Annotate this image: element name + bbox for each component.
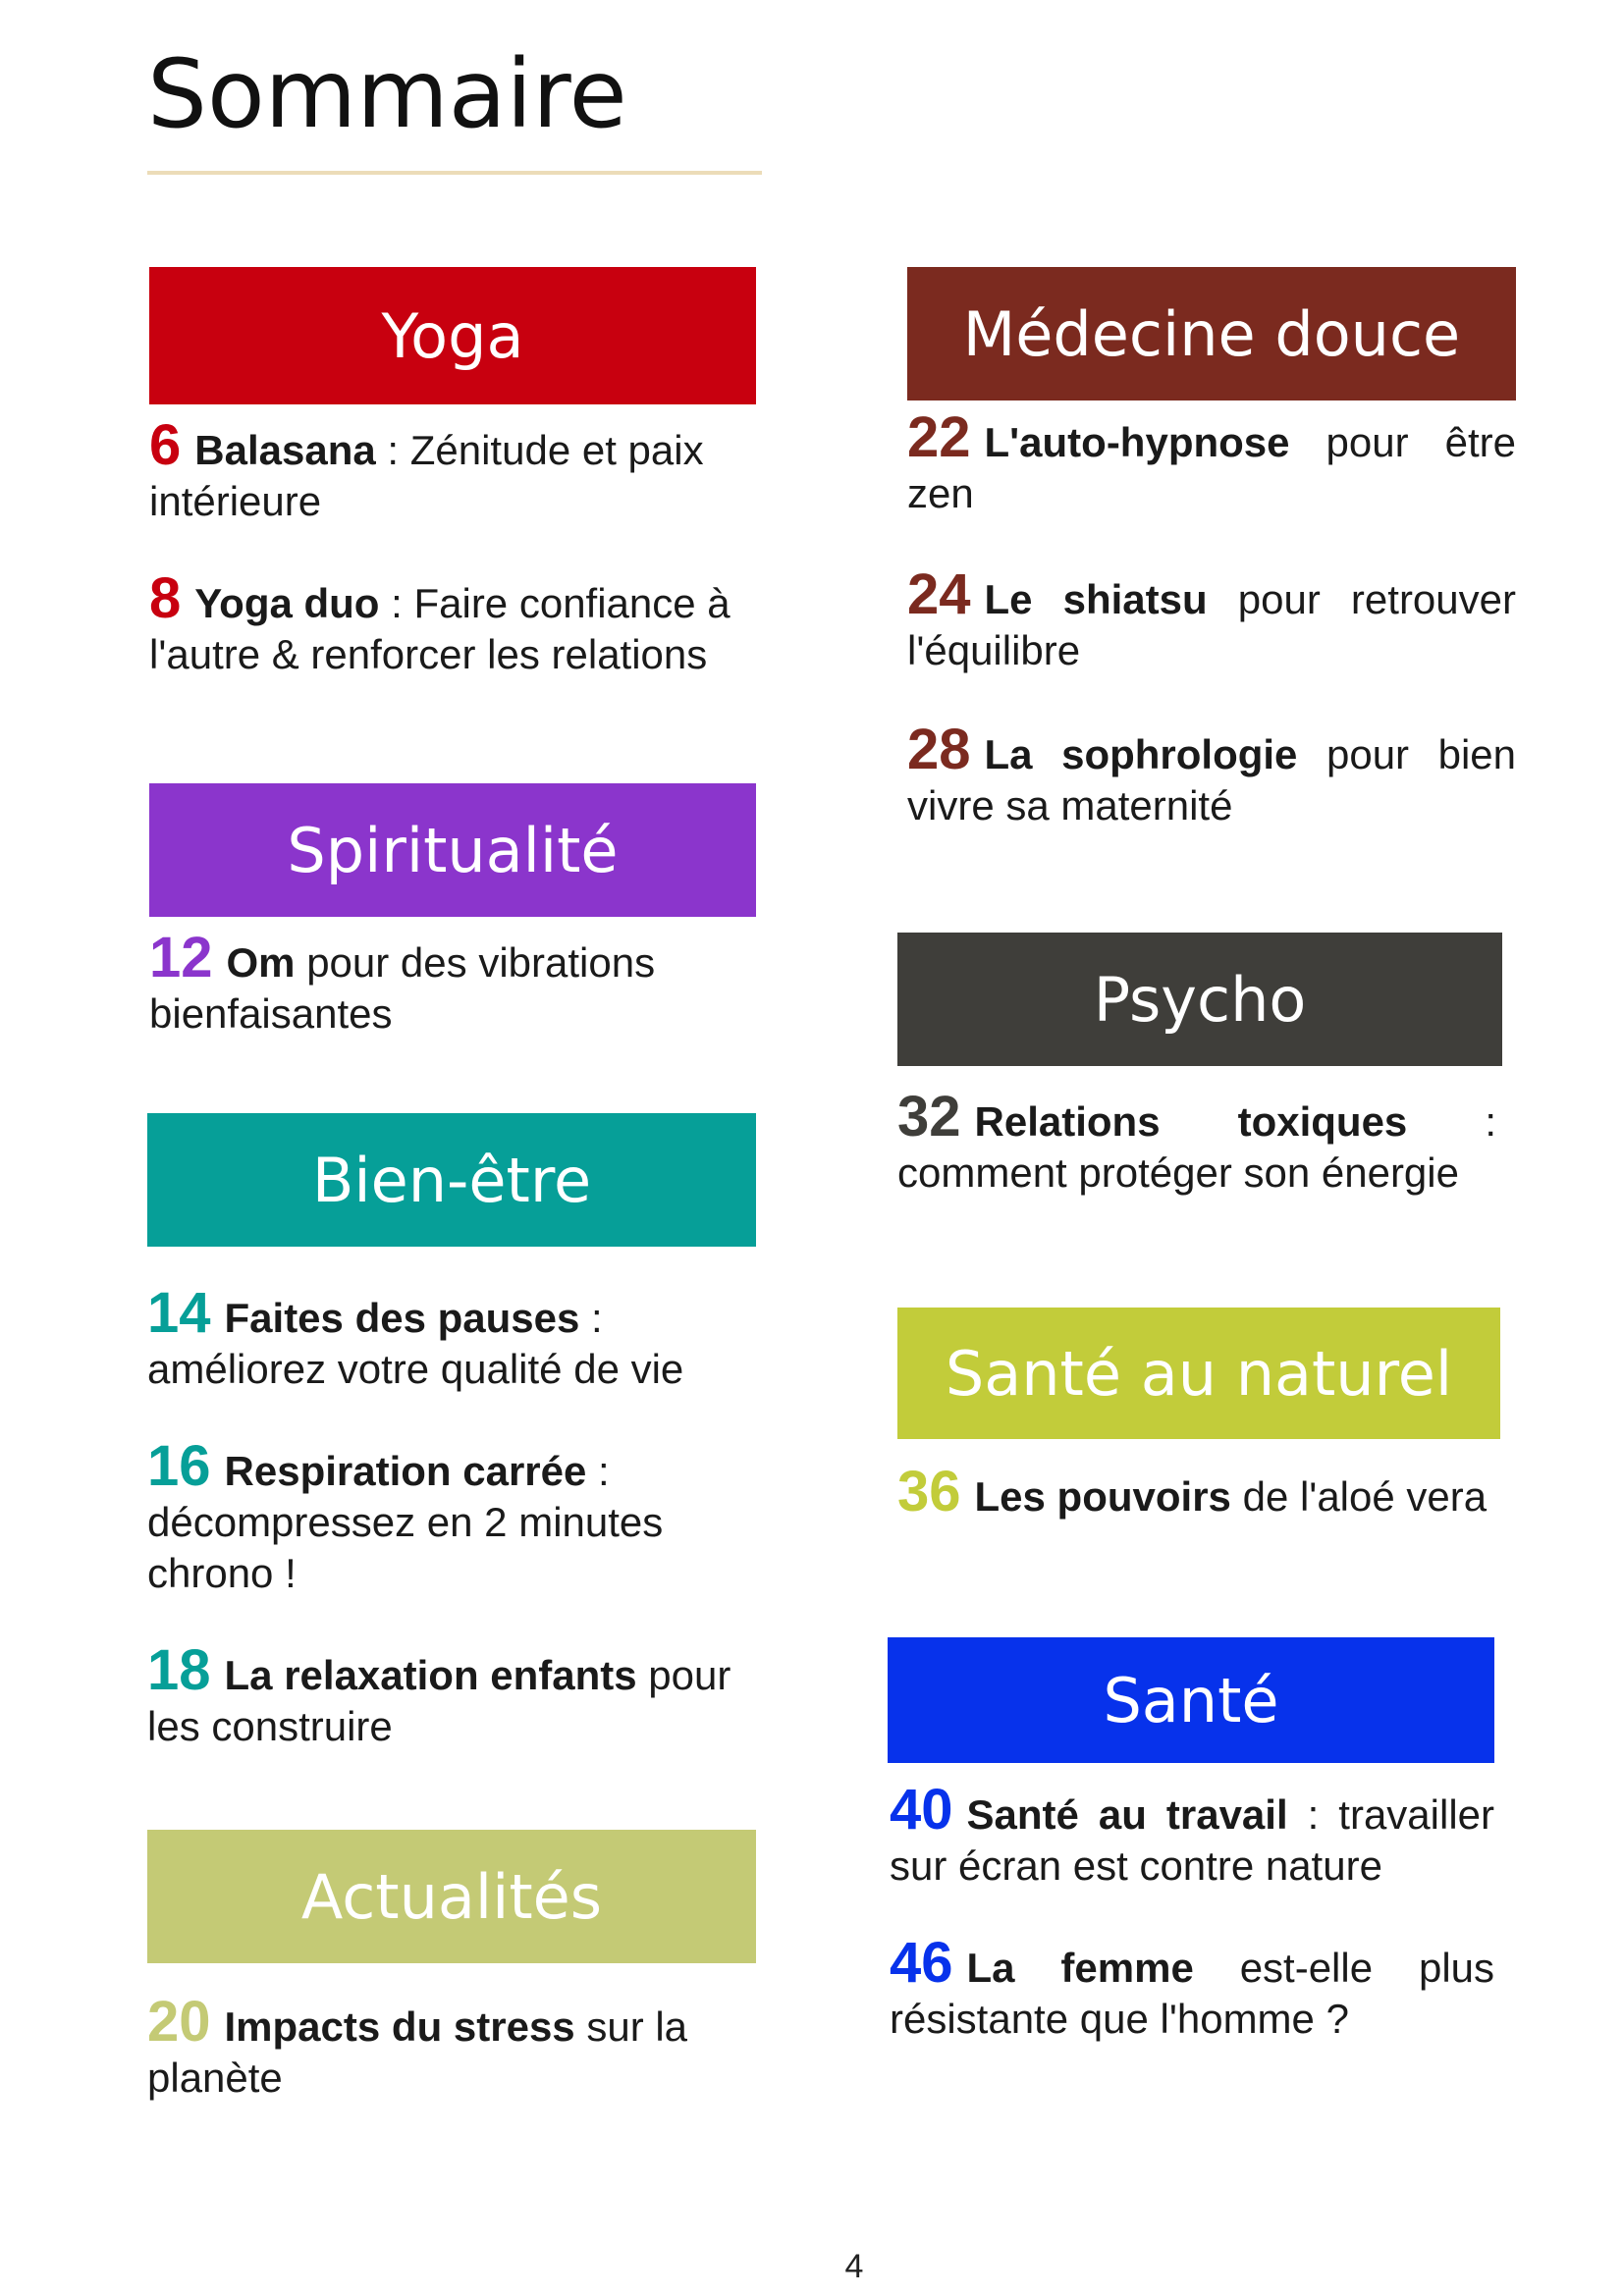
entry-keyword: Les pouvoirs — [974, 1473, 1231, 1520]
section-banner-yoga[interactable] — [149, 267, 756, 404]
toc-entry[interactable] — [147, 1638, 756, 1752]
entry-page-number: 22 — [907, 405, 971, 469]
section-label: Spiritualité — [287, 814, 619, 886]
entry-keyword: Le shiatsu — [984, 576, 1208, 622]
section-banner-spiritualite[interactable] — [149, 783, 756, 917]
section-label: Médecine douce — [962, 297, 1461, 370]
section-label: Bien-être — [311, 1144, 592, 1216]
entry-keyword: La femme — [966, 1945, 1194, 1991]
entry-description: : améliorez votre qualité de vie — [147, 1295, 684, 1392]
entry-page-number: 28 — [907, 718, 971, 781]
entry-keyword: Santé au travail — [966, 1791, 1288, 1838]
entry-keyword: Impacts du stress — [224, 2003, 575, 2050]
entry-page-number: 20 — [147, 1990, 211, 2054]
entry-keyword: La sophrologie — [984, 731, 1298, 777]
section-label: Santé au naturel — [945, 1337, 1453, 1410]
entry-page-number: 40 — [890, 1778, 953, 1842]
toc-entry[interactable] — [149, 926, 756, 1040]
entry-description: est-elle plus résistante que l'homme ? — [890, 1945, 1495, 2042]
entry-description: : décompressez en 2 minutes chrono ! — [147, 1448, 664, 1596]
section-banner-sante[interactable] — [888, 1637, 1494, 1763]
toc-entry[interactable] — [147, 1281, 756, 1395]
entry-page-number: 46 — [890, 1931, 953, 1995]
section-banner-bien-etre[interactable] — [147, 1113, 756, 1247]
entry-keyword: Faites des pauses — [224, 1295, 580, 1341]
entry-page-number: 6 — [149, 413, 182, 477]
toc-entry[interactable] — [149, 566, 756, 680]
toc-entry[interactable] — [890, 1931, 1495, 2045]
entry-page-number: 16 — [147, 1434, 211, 1498]
entry-page-number: 14 — [147, 1281, 211, 1345]
toc-entry[interactable] — [147, 1434, 756, 1599]
entry-page-number: 32 — [897, 1085, 961, 1148]
section-banner-medecine-douce[interactable] — [907, 267, 1516, 400]
entry-page-number: 12 — [149, 926, 213, 989]
title-underline — [147, 171, 762, 175]
section-label: Santé — [1103, 1664, 1279, 1736]
entry-keyword: Balasana — [194, 427, 376, 473]
entry-description: pour être zen — [907, 419, 1516, 516]
toc-entry[interactable] — [907, 562, 1516, 676]
entry-description: sur la planète — [147, 2003, 688, 2101]
entry-description: pour retrouver l'équilibre — [907, 576, 1516, 673]
entry-description: pour des vibrations bienfaisantes — [149, 939, 656, 1037]
page-number: 4 — [844, 2248, 864, 2285]
toc-entry[interactable] — [907, 718, 1516, 831]
toc-entry[interactable] — [897, 1460, 1500, 1523]
entry-keyword: L'auto-hypnose — [984, 419, 1290, 465]
entry-keyword: Yoga duo — [194, 580, 380, 626]
toc-entry[interactable] — [897, 1085, 1497, 1199]
section-banner-psycho[interactable] — [897, 933, 1502, 1066]
page-number-wrap — [0, 2248, 1623, 2286]
entry-description: pour bien vivre sa maternité — [907, 731, 1516, 828]
entry-description: : Zénitude et paix intérieure — [149, 427, 704, 524]
toc-entry[interactable] — [147, 1990, 756, 2104]
section-label: Psycho — [1093, 963, 1307, 1036]
section-banner-sante-au-naturel[interactable] — [897, 1308, 1500, 1439]
entry-description: : Faire confiance à l'autre & renforcer les relations — [149, 580, 730, 677]
entry-page-number: 36 — [897, 1460, 961, 1523]
entry-description: pour les construire — [147, 1652, 731, 1749]
section-label: Actualités — [300, 1860, 603, 1933]
entry-description: : travailler sur écran est contre nature — [890, 1791, 1495, 1889]
section-banner-actualites[interactable] — [147, 1830, 756, 1963]
entry-description: : comment protéger son énergie — [897, 1098, 1497, 1196]
entry-keyword: Om — [226, 939, 296, 986]
toc-entry[interactable] — [149, 413, 756, 527]
entry-keyword: Relations toxiques — [974, 1098, 1408, 1145]
toc-entry[interactable] — [907, 405, 1516, 519]
entry-page-number: 8 — [149, 566, 182, 630]
entry-page-number: 24 — [907, 562, 971, 626]
entry-page-number: 18 — [147, 1638, 211, 1702]
entry-keyword: La relaxation enfants — [224, 1652, 637, 1698]
entry-keyword: Respiration carrée — [224, 1448, 587, 1494]
section-label: Yoga — [381, 299, 524, 372]
page-title: Sommaire — [147, 39, 627, 149]
toc-entry[interactable] — [890, 1778, 1495, 1892]
entry-description: de l'aloé vera — [1230, 1473, 1488, 1520]
